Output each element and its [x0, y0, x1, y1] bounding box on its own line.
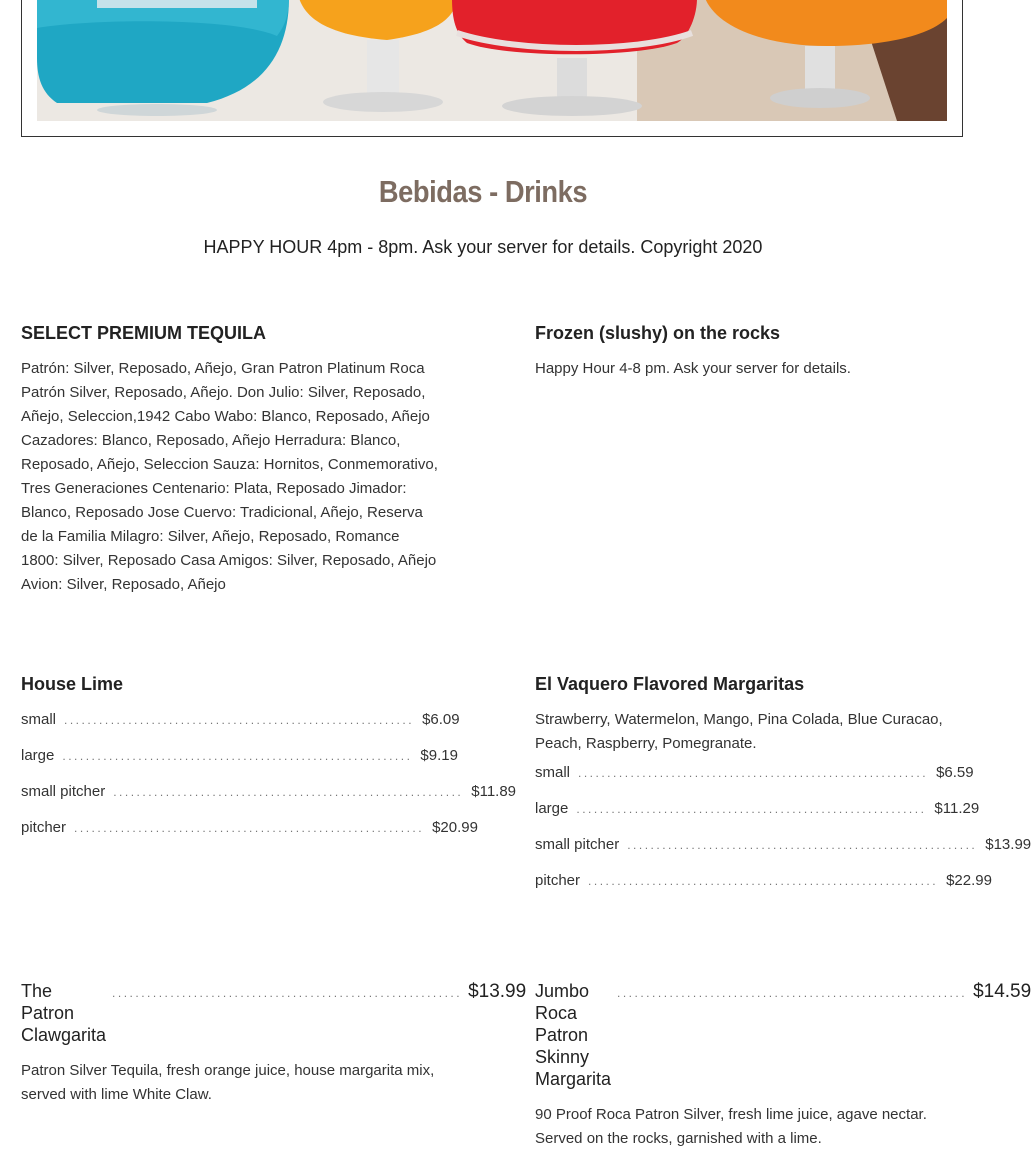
size-label: pitcher	[21, 819, 67, 836]
section-description: Happy Hour 4-8 pm. Ask your server for details.	[535, 360, 851, 377]
size-price: $20.99	[432, 819, 478, 836]
price-row	[535, 761, 974, 797]
item-header	[535, 980, 1031, 1090]
menu-item-clawgarita	[21, 980, 527, 1107]
menu-item-jumbo-roca	[535, 980, 1031, 1151]
item-name: Jumbo Roca Patron Skinny Margarita	[535, 981, 612, 1089]
dot-leader: ............................................................	[578, 766, 929, 780]
dot-leader: ............................................................	[112, 986, 463, 1000]
page-subtitle: HAPPY HOUR 4pm - 8pm. Ask your server for details. Copyright 2020	[203, 237, 763, 257]
section-title: Frozen (slushy) on the rocks	[535, 323, 781, 343]
dot-leader: ............................................................	[64, 713, 415, 727]
margarita-illustration	[37, 0, 947, 121]
price-row	[21, 780, 517, 816]
price-row	[535, 833, 1031, 869]
dot-leader: ............................................................	[113, 785, 464, 799]
page-title: Bebidas - Drinks	[378, 174, 588, 209]
size-label: large	[21, 747, 55, 764]
size-price: $9.19	[420, 747, 458, 764]
size-label: small pitcher	[535, 836, 620, 853]
dot-leader: ............................................................	[588, 874, 939, 888]
price-row	[21, 744, 458, 780]
hero-frame	[21, 0, 963, 137]
size-label: small	[21, 711, 57, 728]
section-title: House Lime	[21, 674, 124, 694]
size-label: pitcher	[535, 872, 581, 889]
dot-leader: ............................................................	[62, 749, 413, 763]
price-row	[21, 708, 460, 744]
dot-leader: ............................................................	[617, 986, 968, 1000]
item-name: The Patron Clawgarita	[21, 981, 107, 1045]
size-price: $22.99	[946, 872, 992, 889]
dot-leader: ............................................................	[627, 838, 978, 852]
item-price: $13.99	[468, 981, 527, 1002]
size-price: $11.29	[934, 800, 980, 817]
section-flavored-margaritas	[535, 673, 1031, 905]
size-price: $11.89	[471, 783, 517, 800]
price-row	[21, 816, 478, 852]
section-frozen	[535, 322, 963, 381]
size-price: $6.59	[936, 764, 974, 781]
dot-leader: ............................................................	[576, 802, 927, 816]
section-description: Patrón: Silver, Reposado, Añejo, Gran Patron Platinum Roca Patrón Silver, Reposado, Añejo. Don Julio: Silver, Reposado, Añejo, Seleccion,1942 Cabo Wabo: Blanco, Reposado, Añejo Cazadores: Blanco, Reposado, Añejo Herradura: Blanco, Reposado, Añejo, Seleccion Sauza: Hornitos, Conmemorativo, Tres Generaciones Centenario: Plata, Reposado Jimador: Blanco, Reposado Jose Cuervo: Tradicional, Añejo, Reserva de la Familia Milagro: Silver, Añejo, Reposado, Romance 1800: Silver, Reposado Casa Amigos: Silver, Reposado, Añejo Avion: Silver, Reposado, Añejo	[21, 360, 438, 593]
item-description: 90 Proof Roca Patron Silver, fresh lime juice, agave nectar. Served on the rocks, garnished with a lime.	[535, 1106, 927, 1147]
item-price: $14.59	[973, 981, 1031, 1002]
section-title: El Vaquero Flavored Margaritas	[535, 674, 805, 694]
size-price: $13.99	[985, 836, 1031, 853]
size-label: large	[535, 800, 569, 817]
price-row	[535, 797, 980, 833]
dot-leader: ............................................................	[74, 821, 425, 835]
section-title: SELECT PREMIUM TEQUILA	[21, 323, 267, 343]
size-label: small pitcher	[21, 783, 106, 800]
item-header	[21, 980, 527, 1046]
section-description: Strawberry, Watermelon, Mango, Pina Colada, Blue Curacao, Peach, Raspberry, Pomegranate.	[535, 711, 943, 752]
size-price: $6.09	[422, 711, 460, 728]
section-premium-tequila	[21, 322, 441, 597]
price-row	[535, 869, 992, 905]
item-description: Patron Silver Tequila, fresh orange juice, house margarita mix, served with lime White Claw.	[21, 1062, 435, 1103]
hero-image-margaritas	[37, 0, 947, 121]
section-house-lime	[21, 673, 517, 852]
size-label: small	[535, 764, 571, 781]
